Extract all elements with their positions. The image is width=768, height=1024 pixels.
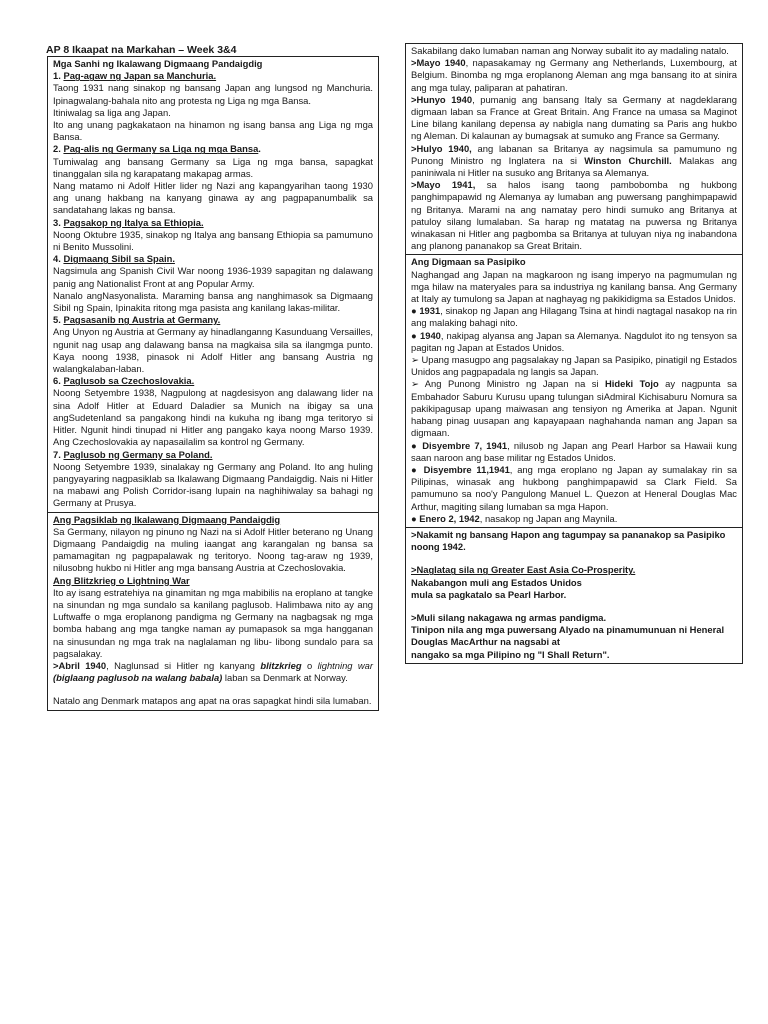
- june-1940-text: >Hunyo 1940, pumanig ang bansang Italy sa Germany at nagdeklarang digmaan laban sa France at Great Britain. Ang France na umasa sa Maginot Line bilang kanilang depensa ay nabigla nang dumating sa Paris ang hukbo ng Aleman. Di kalaunan ay bumagsak at sumuko ang France sa Germany.: [411, 93, 737, 142]
- pacific-intro-text: Naghangad ang Japan na magkaroon ng isang imperyo na pagmumulan ng mga hilaw na materyales para sa industriya ng kanilang bansa. Ang Germany at Italy ay tumulong sa Japan at naghayag ng pakikidigma sa Estados Unidos.: [411, 268, 737, 305]
- pearl-harbor-text: ● Disyembre 7, 1941, nilusob ng Japan ang Pearl Harbor sa Hawaii kung saan naroon ang base militar ng Estados Unidos.: [411, 439, 738, 463]
- pacific-war-box: [405, 255, 743, 527]
- cause-5-text: Ang Unyon ng Austria at Germany ay hinadlanganng Kasunduang Versailles, ngunit nag usap ang dalawang bansa na magkaisa sila sa ilangmga punto. Kaya noong 1938, pinasok ni Adolf Hitler ang bansang Austria ng walangkalaban-laban.: [53, 326, 373, 375]
- july-1940-text: >Hulyo 1940, ang labanan sa Britanya ay nagsimula sa pamumuno ng Punong Ministro ng Inglatera na si Winston Churchill. Malakas ang paniniwala ni Hitler na susuko ang Britanya sa Alemanya.: [411, 142, 737, 179]
- aftermath-text-4: mula sa pagkatalo sa Pearl Harbor.: [411, 588, 567, 600]
- blitzkrieg-heading: Ang Blitzkrieg o Lightning War: [53, 574, 190, 586]
- right-column: [405, 43, 743, 664]
- cause-4-title: 4. Digmaang Sibil sa Spain.: [53, 253, 175, 265]
- aftermath-text-6: Tinipon nila ang mga puwersang Alyado na pinamumunuan ni Heneral Douglas MacArthur na nagsabi at: [411, 624, 725, 648]
- manila-text: ● Enero 2, 1942, nasakop ng Japan ang Maynila.: [411, 512, 618, 524]
- denmark-text: Natalo ang Denmark matapos ang apat na oras sapagkat hindi sila lumaban.: [53, 695, 372, 707]
- event-1940-text: ● 1940, nakipag alyansa ang Japan sa Alemanya. Nagdulot ito ng tensyon sa pagitan ng Japan at Estados Unidos.: [411, 329, 738, 353]
- blitzkrieg-text: Ito ay isang estratehiya na ginamitan ng mga mabibilis na eroplano at tangke na sinundan ng mga sundalo sa kanilang paglusob. Halimbawa nito ay ang Luftwaffe o mga eroplanong pandigma ng Germany na nagbagsak ng mga bomba habang ang mga tangke naman ay pumapasok sa mga hangganan na sinusundan ng mga trak na naglalaman ng libu- libong sundalo para sa pagsalakay.: [53, 586, 373, 659]
- outbreak-text: Sa Germany, nilayon ng pinuno ng Nazi na si Adolf Hitler beterano ng Unang Digmaang Pandaigdig na muling iaangat ang karangalan ng bansa sa pamamagitan ng pagpapalawak ng teritoryo. Noong tag-araw ng 1939, nilusobng hukbo ni Hitler ang mga bansang Austria at Czechoslovakia.: [53, 525, 373, 574]
- outbreak-heading: Ang Pagsiklab ng Ikalawang Digmaang Pandaigdig: [53, 513, 281, 525]
- april-1940-text: >Abril 1940, Naglunsad si Hitler ng kanyang blitzkrieg o lightning war (biglaang paglusob na walang babala) laban sa Denmark at Norway.: [53, 659, 374, 684]
- philippines-attack-text: ● Disyembre 11,1941, ang mga eroplano ng Japan ay sumalakay rin sa Pilipinas, winasak ang hukbong panghimpapawid sa Clark Field. Sa pamumuno sa noo'y Pangulong Manuel L. Quezon at Heneral Douglas Mac Arthur, magiting silang lumaban sa mga Hapon.: [411, 463, 738, 512]
- may-1940-text: >Mayo 1940, napasakamay ng Germany ang Netherlands, Luxembourg, at Belgium. Binomba ng mga eroplanong Aleman ang mga bansang ito at sinira ang mga tulay, paliparan at pahatiran.: [411, 57, 738, 93]
- cause-3-text: Noong Oktubre 1935, sinakop ng Italya ang bansang Ethiopia sa pamumuno ni Benito Mussolini.: [53, 228, 373, 253]
- aftermath-text-2: >Naglatag sila ng Greater East Asia Co-Prosperity.: [411, 564, 636, 576]
- cause-6-title: 6. Paglusob sa Czechoslovakia.: [53, 375, 195, 387]
- cause-1-text: Taong 1931 nang sinakop ng bansang Japan ang lungsod ng Manchuria. Ipinagwalang-bahala nito ang protesta ng Liga ng mga Bansa.: [53, 82, 373, 106]
- tojo-text: ➢ Ang Punong Ministro ng Japan na si Hideki Tojo ay nagpunta sa Embahador Saburu Kurusu upang tulungan siAdmiral Kichisaburu Nomura sa pakikipagusap upang maiwasan ang tensiyon ng Amerika at Japan. Ngunit habang pinag uusapan ang kapayapaan naghahanda naman ang Japan sa digmaan.: [411, 378, 737, 439]
- causes-box: [47, 56, 379, 513]
- event-1931-text: ● 1931, sinakop ng Japan ang Hilagang Tsina at hindi nagtagal nasakop na rin ang malaking bahagi nito.: [411, 305, 738, 329]
- aftermath-text-1: >Nakamit ng bansang Hapon ang tagumpay sa pananakop sa Pasipiko noong 1942.: [411, 528, 726, 553]
- may-1941-text: >Mayo 1941, sa halos isang taong pambobomba ng hukbong panghimpapawid ng Alemanya ay lumaban ang puwersang panghimpapawid ng Britanya. Marami na ang namatay pero hindi sumuko ang Britanya at patuloy silang lumalaban. Sa harap ng matatag na puwersa ng Britanya winakasan ni Hitler ang pagbomba sa Britanya at tuluyan niya ng inabandona ang planong pananakop sa Great Britain.: [411, 179, 737, 252]
- cause-2-text-2: Nang matamo ni Adolf Hitler lider ng Nazi ang kapangyarihan taong 1930 ang unang hakbang na kanyang ginawa ay ang pagpapanumbalik sa sandatahang lakas ng bansa.: [53, 180, 373, 216]
- aftermath-text-5: >Muli silang nakagawa ng armas pandigma.: [411, 611, 607, 623]
- cause-1-title: 1. Pag-agaw ng Japan sa Manchuria.: [53, 70, 217, 82]
- outbreak-box: [47, 513, 379, 711]
- cause-4-text-2: Nanalo angNasyonalista. Maraming bansa ang nanghimasok sa Digmaang Sibil ng Spain, Ipinakita ritong mga pasista ang kanilang lakas-militar.: [53, 289, 373, 314]
- cause-6-text: Noong Setyembre 1938, Nagpulong at nagdesisyon ang dalawang lider na sina Adolf Hitler at Eduard Daladier sa Munich na ibigay sa una angSudetenland sa pangakong hindi na kukuha ng ibang mga teritoryo si Hitler. Ngunit hindi tinupad ni Hitler ang pangako kaya noong Marso 1939. Ang Czechoslovakia ay napasailalim sa kontrol ng Germany.: [53, 387, 373, 448]
- causes-heading: Mga Sanhi ng Ikalawang Digmaang Pandaigdig: [53, 58, 263, 69]
- cause-2-text: Tumiwalag ang bansang Germany sa Liga ng mga bansa, sapagkat tinanggalan sila ng karapatang makapag armas.: [53, 155, 373, 179]
- cause-7-text: Noong Setyembre 1939, sinalakay ng Germany ang Poland. Ito ang huling pangyayaring nagpasiklab sa Ikalawang Digmaang Pandaigdig. Nais ni Hitler na mabawi ang Polish Corridor-isang lupain na naghihiwalay sa bahagi ng Germany at Prusya.: [53, 460, 373, 509]
- aftermath-text-3: Nakabangon muli ang Estados Unidos: [411, 576, 582, 588]
- cause-1-text-3: Ito ang unang pagkakataon na hinamon ng isang bansa ang Liga ng mga Bansa.: [53, 119, 373, 143]
- aftermath-text-7: nangako sa mga Pilipino ng "I Shall Return".: [411, 648, 610, 660]
- norway-text: Sakabilang dako lumaban naman ang Norway subalit ito ay madaling natalo.: [411, 45, 729, 56]
- cause-1-text-2: Itiniwalag sa liga ang Japan.: [53, 106, 171, 118]
- page-title: AP 8 Ikaapat na Markahan – Week 3&4: [46, 44, 237, 56]
- cause-4-text: Nagsimula ang Spanish Civil War noong 1936-1939 sapagitan ng dalawang panig ang Nationalist Front at ang Popular Army.: [53, 265, 373, 289]
- left-column: [47, 56, 379, 711]
- cause-3-title: 3. Pagsakop ng Italya sa Ethiopia.: [53, 216, 204, 228]
- cause-2-title: 2. Pag-alis ng Germany sa Liga ng mga Bansa.: [53, 143, 261, 155]
- europe-campaign-box: [405, 43, 743, 255]
- pacific-heading: Ang Digmaan sa Pasipiko: [411, 256, 526, 268]
- oil-embargo-text: ➢ Upang masugpo ang pagsalakay ng Japan sa Pasipiko, pinatigil ng Estados Unidos ang pagpapadala ng langis sa Japan.: [411, 354, 737, 378]
- cause-5-title: 5. Pagsasanib ng Austria at Germany.: [53, 314, 221, 326]
- aftermath-box: [405, 528, 743, 664]
- cause-7-title: 7. Paglusob ng Germany sa Poland.: [53, 448, 213, 460]
